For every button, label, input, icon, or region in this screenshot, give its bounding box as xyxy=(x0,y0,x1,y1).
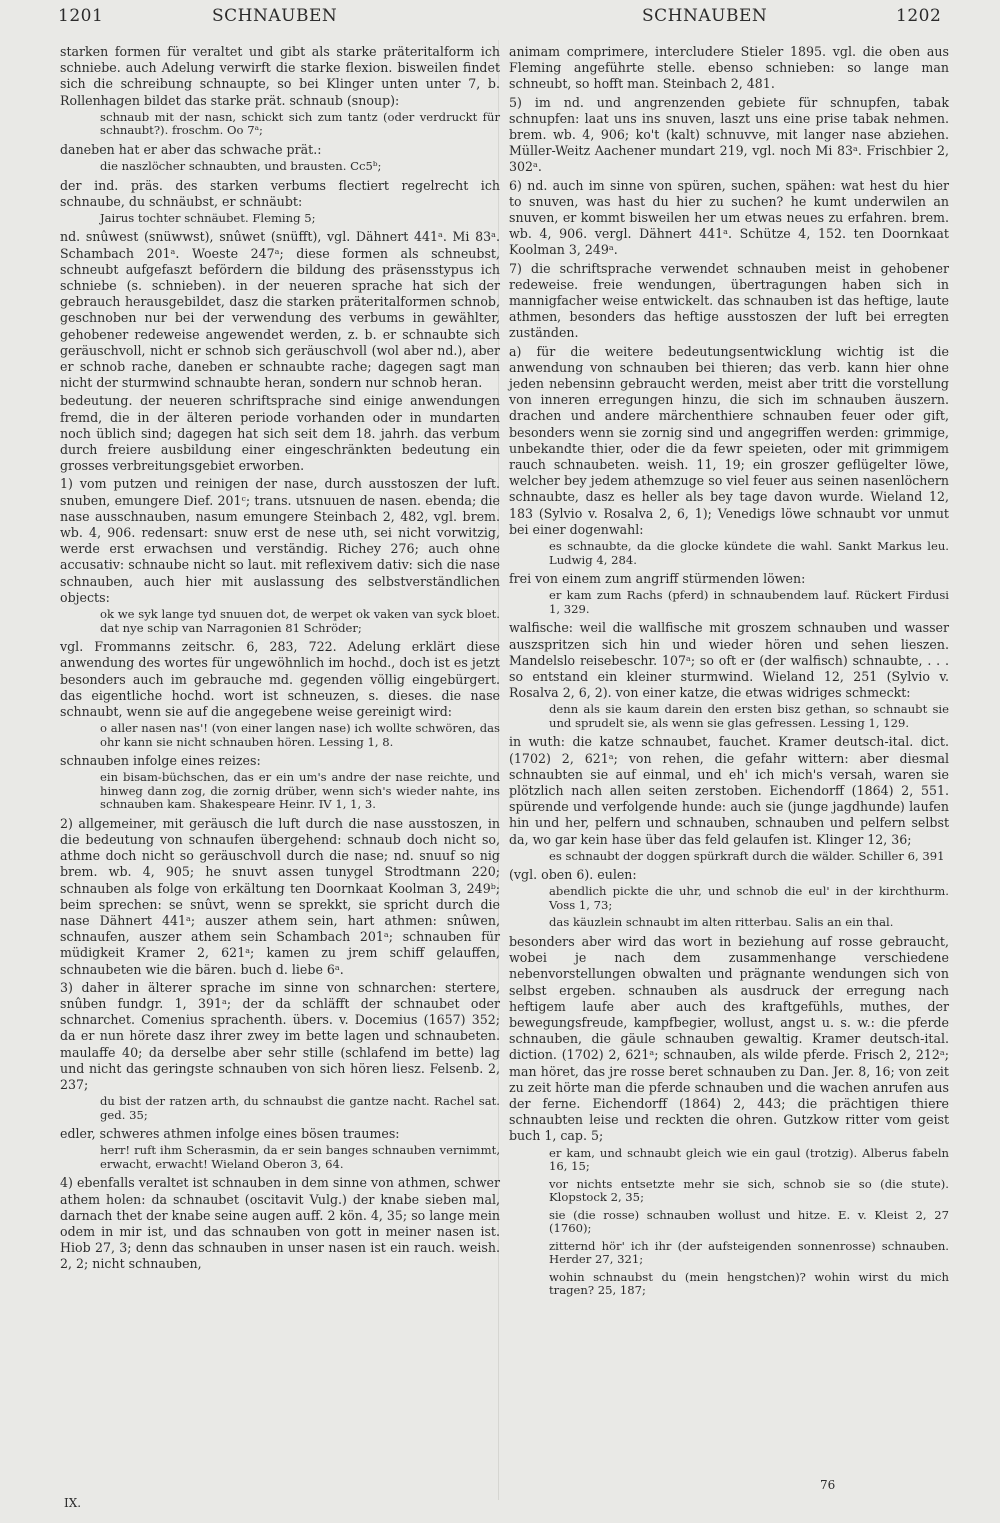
quotation: Jairus tochter schnäubet. Fleming 5; xyxy=(100,210,316,225)
right-column xyxy=(509,44,949,1302)
quotation: zitternd hör' ich ihr (der aufsteigenden sonnenrosse) schnauben. Herder 27, 321; xyxy=(549,1238,949,1267)
headword-left: SCHNAUBEN xyxy=(212,6,338,26)
headword-right: SCHNAUBEN xyxy=(642,6,768,26)
paragraph: edler, schweres athmen infolge eines bösen traumes: xyxy=(60,1126,400,1142)
paragraph: frei von einem zum angriff stürmenden löwen: xyxy=(509,571,806,587)
paragraph: 3) daher in älterer sprache im sinne von schnarchen: stertere, snûben fundgr. 1, 391ᵃ; der da schläfft der schnaubet oder schnarchet. Comenius sprachenth. übers. v. Docemius (1657) 352; da er nun hörete dasz ihrer zwey im bette lagen und schnaubeten. maulaffe 40; da derselbe aber sehr stille (schlafend im bette) lag und nicht das geringste schnauben von sich hören liesz. Felsenb. 2, 237; xyxy=(60,979,500,1093)
page-number-right: 1202 xyxy=(896,6,942,26)
paragraph: walfische: weil die wallfische mit groszem schnauben und wasser auszspritzen sich hin und wieder hören und sehen lieszen. Mandelslo reisebeschr. 107ᵃ; so oft er (der walfisch) schnaubte, . . . so entstand ein kleiner sturmwind. Wieland 12, 251 (Sylvio v. Rosalva 2, 6, 2). von einer katze, die etwas widriges schmeckt: xyxy=(509,620,949,701)
paragraph: 7) die schriftsprache verwendet schnauben meist in gehobener redeweise. freie wendungen, übertragungen haben sich in mannigfacher weise entwickelt. das schnauben ist das heftige, laute athmen, besonders das heftige ausstoszen der luft bei erregten zuständen. xyxy=(509,260,949,341)
quotation: schnaub mit der nasn, schickt sich zum tantz (oder verdruckt für schnaubt?). froschm. Oo 7ᵃ; xyxy=(100,109,500,138)
quotation: die naszlöcher schnaubten, und brausten. Cc5ᵇ; xyxy=(100,159,382,174)
paragraph: (vgl. oben 6). eulen: xyxy=(509,867,637,883)
quotation: denn als sie kaum darein den ersten bisz gethan, so schnaubt sie und sprudelt sie, als wenn sie glas gefressen. Lessing 1, 129. xyxy=(549,702,949,730)
quotation: es schnaubte, da die glocke kündete die wahl. Sankt Markus leu. Ludwig 4, 284. xyxy=(549,539,949,567)
quotation: abendlich pickte die uhr, und schnob die eul' in der kirchthurm. Voss 1, 73; xyxy=(549,884,949,912)
paragraph: in wuth: die katze schnaubet, fauchet. Kramer deutsch-ital. dict. (1702) 2, 621ᵃ; von rehen, die gefahr wittern: aber diesmal schnaubten sie auf einmal, und eh' ich mich's versah, waren sie plötzlich nach allen seiten zerstoben. Eichendorff (1864) 2, 551. spürende und verfolgende hunde: auch sie (junge jagdhunde) laufen hin und her, pelfern und schnauben, schnauben und pelfern selbst da, wo gar kein hase über das feld gelaufen ist. Klinger 12, 36; xyxy=(509,734,949,847)
paragraph: 2) allgemeiner, mit geräusch die luft durch die nase ausstoszen, in die bedeutung von schnaufen übergehend: schnaub doch nicht so, athme doch nicht so geräuschvoll durch die nase; nd. snuuf so nig brem. wb. 4, 905; he snuvt assen tunygel Strodtmann 220; schnauben als folge von erkältung ten Doornkaat Koolman 3, 249ᵇ; beim sprechen: se snûvt, wenn se sprekkt, sie spricht durch die nase Dähnert 441ᵃ; auszer athem sein, hart athmen: snûwen, schnaufen, auszer athem sein Schambach 201ᵃ; schnauben für müdigkeit Kramer 2, 621ᵃ; kamen zu jrem schiff gelauffen, schnaubeten wie die bären. buch d. liebe 6ᵃ. xyxy=(60,815,500,977)
quotation: herr! ruft ihm Scherasmin, da er sein banges schnauben vernimmt, erwacht, erwacht! Wieland Oberon 3, 64. xyxy=(100,1143,500,1171)
quotation: ein bisam-büchschen, das er ein um's andre der nase reichte, und hinweg dann zog, die zornig drüber, wenn sich's wieder nahte, ins schnauben kam. Shakespeare Heinr. IV 1, 1, 3. xyxy=(100,770,500,812)
paragraph: animam comprimere, intercludere Stieler 1895. vgl. die oben aus Fleming angeführte stelle. ebenso schnieben: so lange man schneubt, so hofft man. Steinbach 2, 481. xyxy=(509,44,949,92)
paragraph: starken formen für veraltet und gibt als starke präteritalform ich schniebe. auch Adelung verwirft die starke flexion. bisweilen findet sich die schreibung schnaupte, so bei Klinger unten unter 7, b. Rollenhagen bildet das starke prät. schnaub (snoup): xyxy=(60,44,500,108)
quotation: du bist der ratzen arth, du schnaubst die gantze nacht. Rachel sat. ged. 35; xyxy=(100,1094,500,1122)
paragraph: daneben hat er aber das schwache prät.: xyxy=(60,141,322,157)
sheet-number: 76 xyxy=(820,1478,836,1492)
quotation: o aller nasen nas'! (von einer langen nase) ich wollte schwören, das ohr kann sie nicht schnauben hören. Lessing 1, 8. xyxy=(100,721,500,749)
paragraph: nd. snûwest (snüwwst), snûwet (snüfft), vgl. Dähnert 441ᵃ. Mi 83ᵃ. Schambach 201ᵃ. Woeste 247ᵃ; diese formen als schneubst, schneubt aufgefaszt befördern die bildung des präsensstypus ich schniebe (s. schnieben). in der neueren sprache hat sich der gebrauch herausgebildet, dasz die starken präteritalformen schnob, geschnoben nur bei der verwendung des verbums in gewählter, gehobener redeweise angewendet werden, z. b. er schnaubte sich geräuschvoll, nicht er schnob sich geräuschvoll (wol aber nd.), aber er schnob rache, daneben er schnaubte rache; dagegen sagt man nicht der sturmwind schnaubte heran, sondern nur schnob heran. xyxy=(60,229,500,391)
paragraph: der ind. präs. des starken verbums flectiert regelrecht ich schnaube, du schnäubst, er schnäubt: xyxy=(60,177,500,209)
quotation: er kam zum Rachs (pferd) in schnaubendem lauf. Rückert Firdusi 1, 329. xyxy=(549,588,949,616)
quotation: ok we syk lange tyd snuuen dot, de werpet ok vaken van syck bloet. dat nye schip van Narragonien 81 Schröder; xyxy=(100,607,500,635)
running-header xyxy=(0,6,1000,32)
page-number-left: 1201 xyxy=(58,6,104,26)
left-column xyxy=(60,44,500,1275)
paragraph: bedeutung. der neueren schriftsprache sind einige anwendungen fremd, die in der älteren periode vorhanden oder in mundarten noch üblich sind; dagegen hat sich seit dem 18. jahrh. das verbum durch freiere ausbildung einer eingeschränkten bedeutung ein grosses verbreitungsgebiet erworben. xyxy=(60,393,500,474)
paragraph: 1) vom putzen und reinigen der nase, durch ausstoszen der luft. snuben, emungere Dief. 201ᶜ; trans. utsnuuen de nasen. ebenda; die nase ausschnauben, nasum emungere Steinbach 2, 482, vgl. brem. wb. 4, 906. redensart: snuw erst de nese uth, sei nicht vorwitzig, werde erst erwachsen und verständig. Richey 276; auch ohne accusativ: schnaube nicht so laut. mit reflexivem dativ: sich die nase schnauben, auch hier mit auslassung des selbstverständlichen objects: xyxy=(60,476,500,605)
paragraph: schnauben infolge eines reizes: xyxy=(60,753,261,769)
paragraph: 4) ebenfalls veraltet ist schnauben in dem sinne von athmen, schwer athem holen: da schnaubet (oscitavit Vulg.) der knabe sieben mal, darnach thet der knabe seine augen auff. 2 kön. 4, 35; so lange mein odem in mir ist, und das schnauben von gott in meiner nasen ist. Hiob 27, 3; denn das schnauben in unser nasen ist ein rauch. weish. 2, 2; nicht schnauben, xyxy=(60,1175,500,1272)
quotation: vor nichts entsetzte mehr sie sich, schnob sie so (die stute). Klopstock 2, 35; xyxy=(549,1176,949,1205)
quotation: wohin schnaubst du (mein hengstchen)? wohin wirst du mich tragen? 25, 187; xyxy=(549,1269,949,1298)
quotation: er kam, und schnaubt gleich wie ein gaul (trotzig). Alberus fabeln 16, 15; xyxy=(549,1145,949,1174)
quotation: es schnaubt der doggen spürkraft durch die wälder. Schiller 6, 391 xyxy=(549,848,945,863)
paragraph: 5) im nd. und angrenzenden gebiete für schnupfen, tabak schnupfen: laat uns ins snuven, laszt uns eine prise tabak nehmen. brem. wb. 4, 906; ko't (kalt) schnuvve, mit langer nase abziehen. Müller-Weitz Aachener mundart 219, vgl. noch Mi 83ᵃ. Frischbier 2, 302ᵃ. xyxy=(509,94,949,175)
paragraph: a) für die weitere bedeutungsentwicklung wichtig ist die anwendung von schnauben bei thieren; das verb. kann hier ohne jeden nebensinn gebraucht werden, meist aber tritt die vorstellung von inneren erregungen hinzu, die sich im schnauben äuszern. drachen und andere märchenthiere schnauben feuer oder gift, besonders wenn sie zornig sind und angegriffen werden: grimmige, unbekandte thier, oder die da fewr speieten, oder mit grimmigem rauch schnaubeten. weish. 11, 19; ein groszer geflügelter löwe, welcher bey jedem athemzuge so viel feuer aus seinen nasenlöchern schnaubte, dasz es heller als bey tage davon wurde. Wieland 12, 183 (Sylvio v. Rosalva 2, 6, 1); Venedigs löwe schnaubt vor unmut bei einer dogenwahl: xyxy=(509,343,949,537)
signature-mark: IX. xyxy=(64,1496,82,1510)
paragraph: besonders aber wird das wort in beziehung auf rosse gebraucht, wobei je nach dem zusammenhange verschiedene nebenvorstellungen obwalten und prägnante wendungen sich von selbst ergeben. schnauben als ausdruck der erregung nach heftigem laufe aber auch des kraftgefühls, muthes, der bewegungsfreude, kampfbegier, wollust, angst u. s. w.: die pferde schnauben, die gäule schnauben gewaltig. Kramer deutsch-ital. diction. (1702) 2, 621ᵃ; schnauben, als wilde pferde. Frisch 2, 212ᵃ; man höret, das jre rosse beret schnauben zu Dan. Jer. 8, 16; von zeit zu zeit hörte man die pferde schnauben und die wachen anrufen aus der ferne. Eichendorff (1864) 2, 443; die prächtigen thiere schnaubten leise und reckten die ohren. Gutzkow ritter vom geist buch 1, cap. 5; xyxy=(509,933,949,1144)
quotation: sie (die rosse) schnauben wollust und hitze. E. v. Kleist 2, 27 (1760); xyxy=(549,1207,949,1236)
paragraph: vgl. Frommanns zeitschr. 6, 283, 722. Adelung erklärt diese anwendung des wortes für ungewöhnlich im hochd., doch ist es jetzt besonders auch im gebrauche md. gegenden völlig eingebürgert. das eigentliche hochd. wort ist schneuzen, s. dieses. die nase schnaubt, wenn sie auf die angegebene weise gereinigt wird: xyxy=(60,639,500,719)
paragraph: 6) nd. auch im sinne von spüren, suchen, spähen: wat hest du hier to snuven, was hast du hier zu suchen? he kumt underwilen an snuven, er kommt bisweilen her um etwas neues zu erfahren. brem. wb. 4, 906. vergl. Dähnert 441ᵃ. Schütze 4, 152. ten Doornkaat Koolman 3, 249ᵃ. xyxy=(509,177,949,258)
quotation: das käuzlein schnaubt im alten ritterbau. Salis an ein thal. xyxy=(549,915,894,930)
